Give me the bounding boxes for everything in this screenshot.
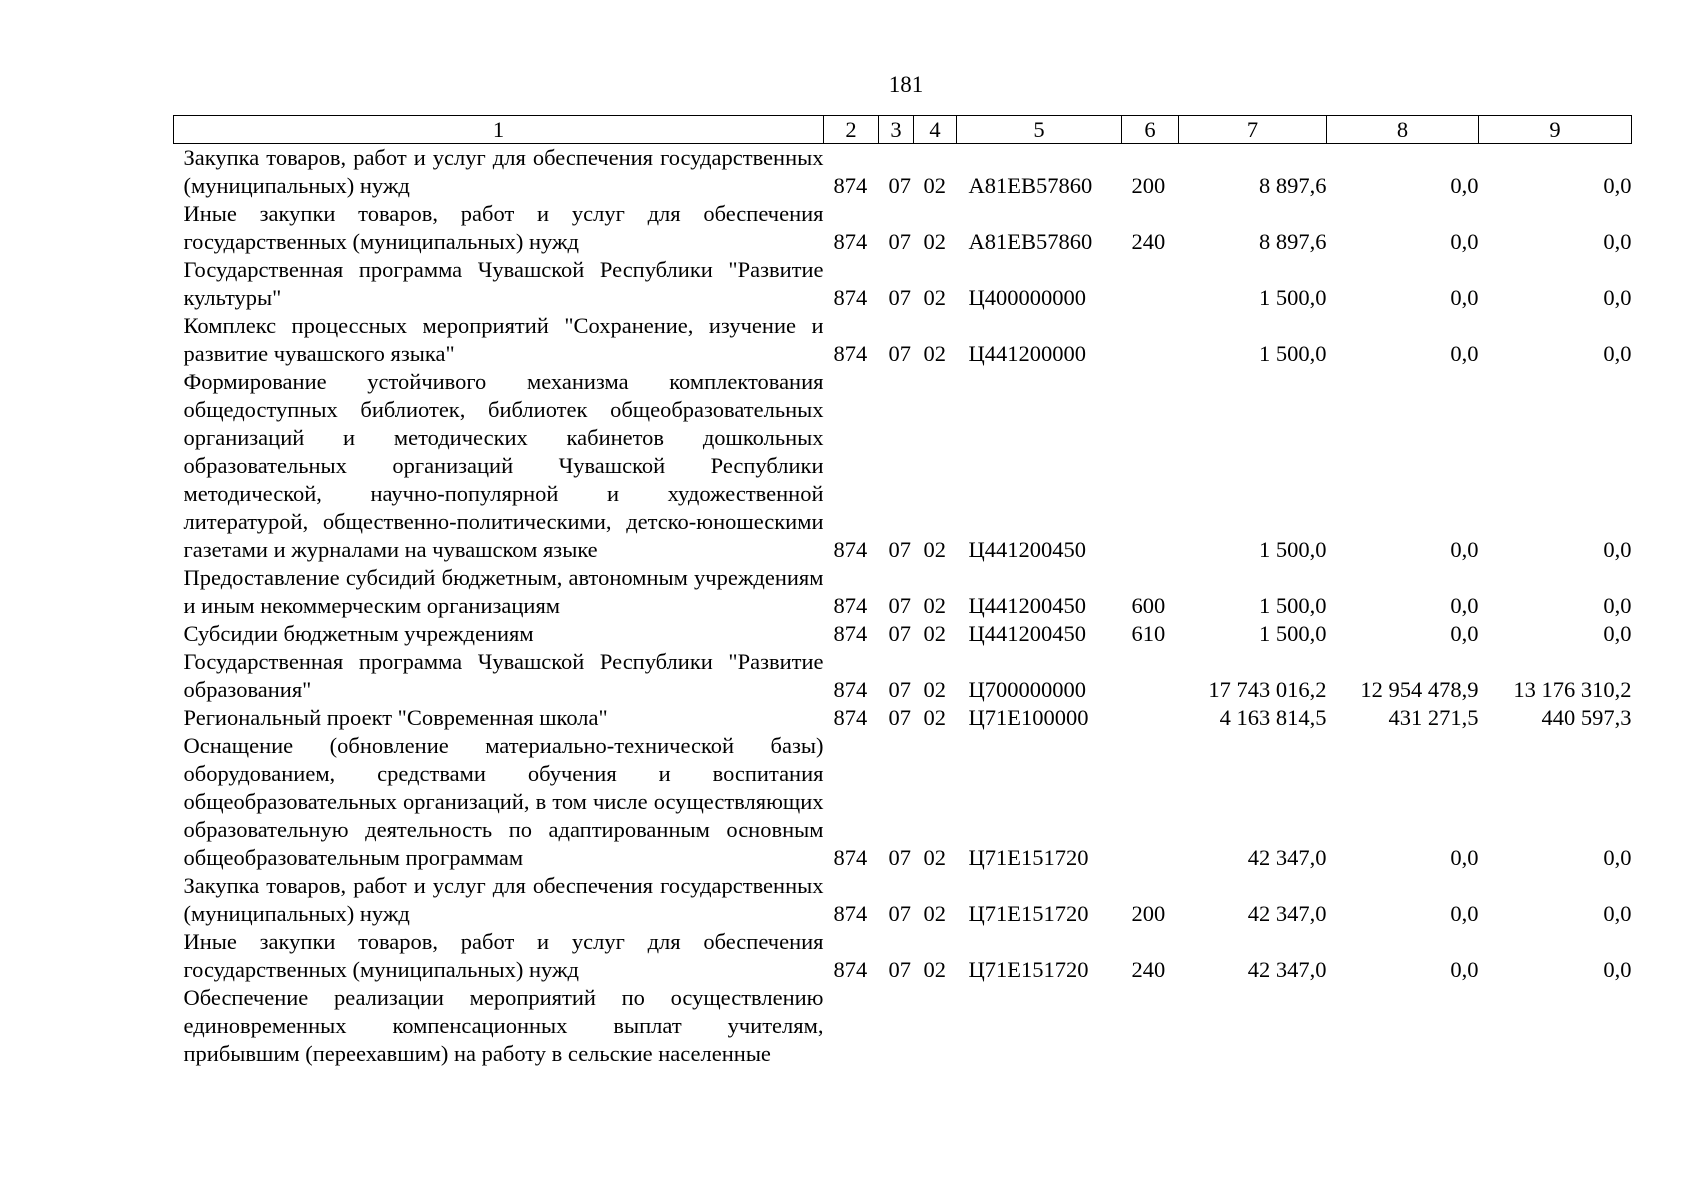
row-amount-col-9: 0,0 (1603, 341, 1632, 366)
row-section-code: 07 (888, 901, 911, 926)
row-amount-col-7: 1 500,0 (1259, 593, 1327, 618)
row-amount-col-8: 0,0 (1450, 621, 1479, 646)
budget-table (173, 115, 1632, 1068)
row-section-code: 07 (888, 537, 911, 562)
row-amount-col-9: 0,0 (1603, 285, 1632, 310)
row-amount-col-9 (1479, 984, 1632, 1068)
row-section-code: 07 (888, 621, 911, 646)
header-col-9: 9 (1479, 116, 1632, 144)
row-amount-col-7: 42 347,0 (1247, 957, 1327, 982)
row-amount-col-8: 431 271,5 (1388, 705, 1479, 730)
row-amount-col-9: 0,0 (1603, 845, 1632, 870)
row-amount-col-7: 8 897,6 (1259, 229, 1327, 254)
row-section-code: 07 (888, 341, 911, 366)
row-name: Закупка товаров, работ и услуг для обеспечения государственных (муниципальных) нужд (183, 145, 824, 198)
row-section-code: 07 (888, 173, 911, 198)
table-row (174, 312, 1632, 368)
row-name: Закупка товаров, работ и услуг для обеспечения государственных (муниципальных) нужд (183, 873, 824, 926)
row-section-code: 07 (888, 285, 911, 310)
row-amount-col-7: 1 500,0 (1259, 341, 1327, 366)
row-amount-col-9: 0,0 (1603, 173, 1632, 198)
row-target-code: Ц400000000 (968, 285, 1086, 310)
row-target-code: Ц700000000 (968, 677, 1086, 702)
row-ministry-code: 874 (833, 593, 868, 618)
row-expense-type (1122, 984, 1179, 1068)
row-section-code: 07 (888, 845, 911, 870)
row-target-code (957, 984, 1122, 1068)
row-ministry-code: 874 (833, 173, 868, 198)
header-col-8: 8 (1327, 116, 1479, 144)
row-amount-col-8: 0,0 (1450, 285, 1479, 310)
row-amount-col-7: 42 347,0 (1247, 845, 1327, 870)
header-col-5: 5 (957, 116, 1122, 144)
row-amount-col-7: 1 500,0 (1259, 285, 1327, 310)
row-amount-col-9: 0,0 (1603, 537, 1632, 562)
row-name: Субсидии бюджетным учреждениям (183, 621, 534, 646)
row-ministry-code (824, 984, 879, 1068)
row-amount-col-7: 1 500,0 (1259, 537, 1327, 562)
row-amount-col-9: 0,0 (1603, 901, 1632, 926)
row-name: Обеспечение реализации мероприятий по осуществлению единовременных компенсационных выплат учителям, прибывшим (переехавшим) на работу в сельские населенные (183, 985, 824, 1066)
header-col-2: 2 (824, 116, 879, 144)
row-expense-type: 200 (1131, 901, 1166, 926)
row-subsection-code: 02 (923, 901, 946, 926)
row-amount-col-8: 0,0 (1450, 537, 1479, 562)
row-name: Региональный проект "Современная школа" (183, 705, 608, 730)
row-ministry-code: 874 (833, 341, 868, 366)
table-row (174, 200, 1632, 256)
row-target-code: А81ЕВ57860 (968, 229, 1093, 254)
row-target-code: Ц71Е151720 (968, 957, 1089, 982)
row-amount-col-8: 0,0 (1450, 173, 1479, 198)
table-row (174, 984, 1632, 1068)
row-amount-col-9: 440 597,3 (1541, 705, 1632, 730)
row-amount-col-8: 0,0 (1450, 593, 1479, 618)
row-target-code: А81ЕВ57860 (968, 173, 1093, 198)
table-body (174, 144, 1632, 1069)
row-subsection-code: 02 (923, 341, 946, 366)
row-section-code (879, 984, 914, 1068)
row-ministry-code: 874 (833, 957, 868, 982)
table-row (174, 564, 1632, 620)
table-row (174, 732, 1632, 872)
row-name: Формирование устойчивого механизма комплектования общедоступных библиотек, библиотек общеобразовательных организаций и методических кабинетов дошкольных образовательных организаций Чувашской Республики методической, научно-популярной и художественной литературой, общественно-политическими, детско-юношескими газетами и журналами на чувашском языке (183, 369, 824, 562)
row-ministry-code: 874 (833, 229, 868, 254)
row-expense-type: 610 (1131, 621, 1166, 646)
row-subsection-code: 02 (923, 173, 946, 198)
row-amount-col-8: 12 954 478,9 (1360, 677, 1479, 702)
row-section-code: 07 (888, 705, 911, 730)
row-ministry-code: 874 (833, 677, 868, 702)
row-target-code: Ц441200450 (968, 593, 1086, 618)
page-number: 181 (888, 72, 924, 97)
row-subsection-code: 02 (923, 537, 946, 562)
row-ministry-code: 874 (833, 845, 868, 870)
table-header (174, 116, 1632, 144)
row-amount-col-7: 8 897,6 (1259, 173, 1327, 198)
header-col-1: 1 (174, 116, 824, 144)
row-amount-col-8: 0,0 (1450, 341, 1479, 366)
row-amount-col-8: 0,0 (1450, 901, 1479, 926)
row-amount-col-7: 17 743 016,2 (1208, 677, 1327, 702)
row-target-code: Ц441200000 (968, 341, 1086, 366)
row-section-code: 07 (888, 229, 911, 254)
row-expense-type (1122, 256, 1179, 312)
table-row (174, 704, 1632, 732)
table-row (174, 928, 1632, 984)
row-ministry-code: 874 (833, 537, 868, 562)
row-name: Государственная программа Чувашской Республики "Развитие культуры" (183, 257, 824, 310)
row-subsection-code: 02 (923, 621, 946, 646)
row-target-code: Ц441200450 (968, 537, 1086, 562)
row-target-code: Ц71Е151720 (968, 845, 1089, 870)
row-section-code: 07 (888, 593, 911, 618)
row-expense-type: 600 (1131, 593, 1166, 618)
row-expense-type (1122, 368, 1179, 564)
row-section-code: 07 (888, 677, 911, 702)
row-amount-col-9: 0,0 (1603, 621, 1632, 646)
row-amount-col-9: 0,0 (1603, 229, 1632, 254)
row-subsection-code: 02 (923, 593, 946, 618)
row-amount-col-8: 0,0 (1450, 957, 1479, 982)
row-expense-type: 240 (1131, 229, 1166, 254)
header-col-7: 7 (1179, 116, 1327, 144)
row-amount-col-8 (1327, 984, 1479, 1068)
row-target-code: Ц441200450 (968, 621, 1086, 646)
row-ministry-code: 874 (833, 901, 868, 926)
row-name: Предоставление субсидий бюджетным, автономным учреждениям и иным некоммерческим организациям (183, 565, 824, 618)
row-expense-type (1122, 312, 1179, 368)
row-subsection-code: 02 (923, 845, 946, 870)
row-expense-type: 200 (1131, 173, 1166, 198)
row-amount-col-9: 0,0 (1603, 957, 1632, 982)
header-row (174, 116, 1632, 144)
row-name: Государственная программа Чувашской Республики "Развитие образования" (183, 649, 824, 702)
row-amount-col-9: 0,0 (1603, 593, 1632, 618)
row-amount-col-7: 1 500,0 (1259, 621, 1327, 646)
header-col-4: 4 (914, 116, 957, 144)
row-name: Комплекс процессных мероприятий "Сохранение, изучение и развитие чувашского языка" (183, 313, 824, 366)
row-amount-col-8: 0,0 (1450, 229, 1479, 254)
row-ministry-code: 874 (833, 621, 868, 646)
row-target-code: Ц71Е100000 (968, 705, 1089, 730)
row-subsection-code: 02 (923, 957, 946, 982)
table-row (174, 648, 1632, 704)
row-amount-col-9: 13 176 310,2 (1513, 677, 1632, 702)
header-col-6: 6 (1122, 116, 1179, 144)
row-expense-type: 240 (1131, 957, 1166, 982)
row-subsection-code (914, 984, 957, 1068)
row-ministry-code: 874 (833, 705, 868, 730)
row-subsection-code: 02 (923, 705, 946, 730)
row-subsection-code: 02 (923, 285, 946, 310)
row-expense-type (1122, 648, 1179, 704)
row-section-code: 07 (888, 957, 911, 982)
row-amount-col-7 (1179, 984, 1327, 1068)
row-ministry-code: 874 (833, 285, 868, 310)
header-col-3: 3 (879, 116, 914, 144)
table-row (174, 368, 1632, 564)
row-amount-col-8: 0,0 (1450, 845, 1479, 870)
row-expense-type (1122, 732, 1179, 872)
row-target-code: Ц71Е151720 (968, 901, 1089, 926)
table-row (174, 872, 1632, 928)
row-amount-col-7: 42 347,0 (1247, 901, 1327, 926)
row-name: Иные закупки товаров, работ и услуг для обеспечения государственных (муниципальных) нужд (183, 201, 824, 254)
row-subsection-code: 02 (923, 229, 946, 254)
row-name: Иные закупки товаров, работ и услуг для обеспечения государственных (муниципальных) нужд (183, 929, 824, 982)
table-row (174, 144, 1632, 201)
table-row (174, 256, 1632, 312)
row-name: Оснащение (обновление материально-технической базы) оборудованием, средствами обучения и воспитания общеобразовательных организаций, в том числе осуществляющих образовательную деятельность по адаптированным основным общеобразовательным программам (183, 733, 824, 870)
row-expense-type (1122, 704, 1179, 732)
row-amount-col-7: 4 163 814,5 (1219, 705, 1327, 730)
table-row (174, 620, 1632, 648)
row-subsection-code: 02 (923, 677, 946, 702)
